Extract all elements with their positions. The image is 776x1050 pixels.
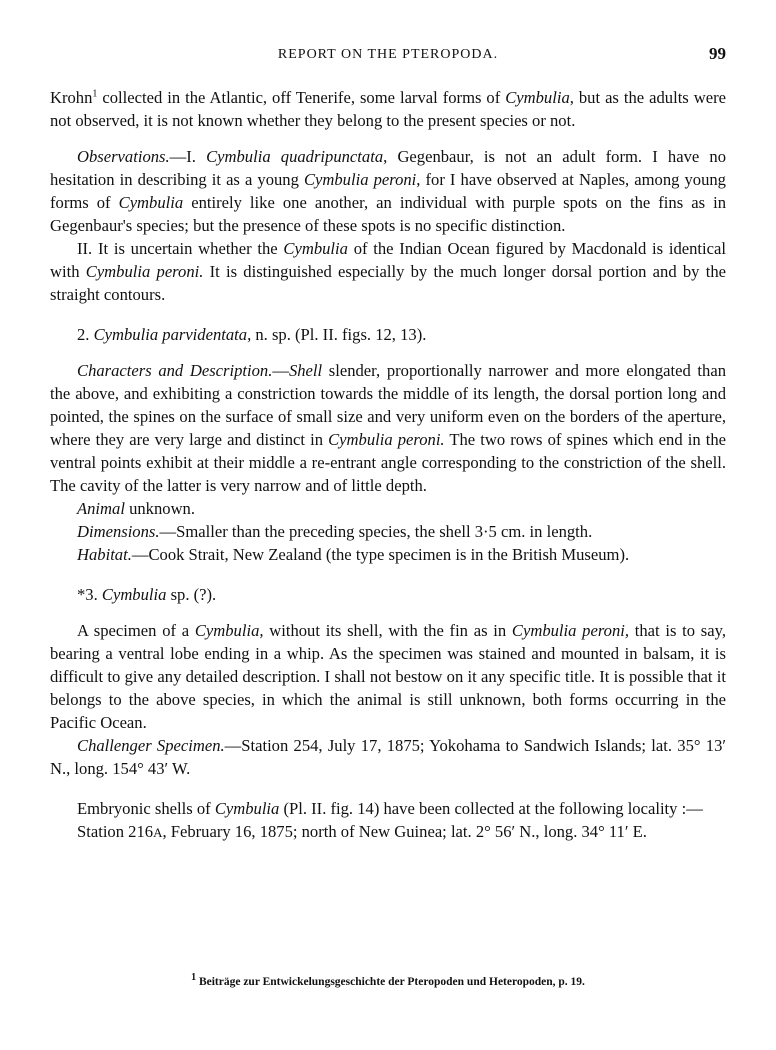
species-heading-parvidentata: 2. Cymbulia parvidentata, n. sp. (Pl. II. figs. 12, 13). xyxy=(77,325,427,344)
paragraph-habitat: Habitat.—Cook Strait, New Zealand (the type specimen is in the British Museum). xyxy=(77,545,630,564)
header-title: REPORT ON THE PTEROPODA. xyxy=(277,47,499,62)
paragraph-characters: Characters and Description.—Shell slender, proportionally narrower and more elongated than the above, and exhibiting a constriction towards the middle of its length, the dorsal portion long and pointed, the spines on the surface of small size and very uniform even on the borders of the aperture, where they are very large and distinct in Cymbulia peroni. The two rows of spines which end in the ventral points exhibit at their middle a re-entrant angle corresponding to the constriction of the shell. The cavity of the latter is very narrow and of little depth. xyxy=(50,361,727,495)
footnote-text: Beiträge zur Entwickelungsgeschichte der Pteropoden und Heteropoden, p. 19. xyxy=(196,976,585,988)
paragraph-dimensions: Dimensions.—Smaller than the preceding species, the shell 3·5 cm. in length. xyxy=(77,522,593,541)
body-text xyxy=(50,86,726,844)
paragraph-specimen: A specimen of a Cymbulia, without its shell, with the fin as in Cymbulia peroni, that is to say, bearing a ventral lobe ending in a whip. As the specimen was stained and mounted in balsam, it is difficult to give any detailed description. I shall not bestow on it any specific title. It is possible that it belongs to the above species, in which the animal is still unknown, both forms occurring in the Pacific Ocean. xyxy=(50,621,726,732)
footnote-marker: 1 xyxy=(92,88,98,100)
running-header xyxy=(50,44,726,68)
paragraph-observations-1: Observations.—I. Cymbulia quadripunctata, Gegenbaur, is not an adult form. I have no hesitation in describing it as a young Cymbulia peroni, for I have observed at Naples, among young forms of Cymbulia entirely like one another, an individual with purple spots on the fins as in Gegenbaur's species; but the presence of these spots is no specific distinction. xyxy=(50,147,726,235)
paragraph-animal: Animal unknown. xyxy=(77,499,195,518)
footnote-number: 1 xyxy=(191,972,197,984)
paragraph-embryonic-shells: Embryonic shells of Cymbulia (Pl. II. fig. 14) have been collected at the following locality :— xyxy=(77,799,703,818)
paragraph-station: Station 216A, February 16, 1875; north of New Guinea; lat. 2° 56′ N., long. 34° 11′ E. xyxy=(77,822,647,841)
page-number: 99 xyxy=(709,44,726,63)
paragraph-challenger-specimen: Challenger Specimen.—Station 254, July 17, 1875; Yokohama to Sandwich Islands; lat. 35° 13′ N., long. 154° 43′ W. xyxy=(50,736,726,778)
footnote xyxy=(50,972,726,988)
paragraph-observations-2: II. It is uncertain whether the Cymbulia of the Indian Ocean figured by Macdonald is identical with Cymbulia peroni. It is distinguished especially by the much longer dorsal portion and by the straight contours. xyxy=(50,239,726,304)
species-heading-cymbulia-sp: *3. Cymbulia sp. (?). xyxy=(77,585,217,604)
paragraph-krohn: Krohn$^1$ collected in the Atlantic, off Tenerife, some larval forms of Cymbulia, but as the adults were not observed, it is not known whether they belong to the present species or not. xyxy=(50,88,726,130)
